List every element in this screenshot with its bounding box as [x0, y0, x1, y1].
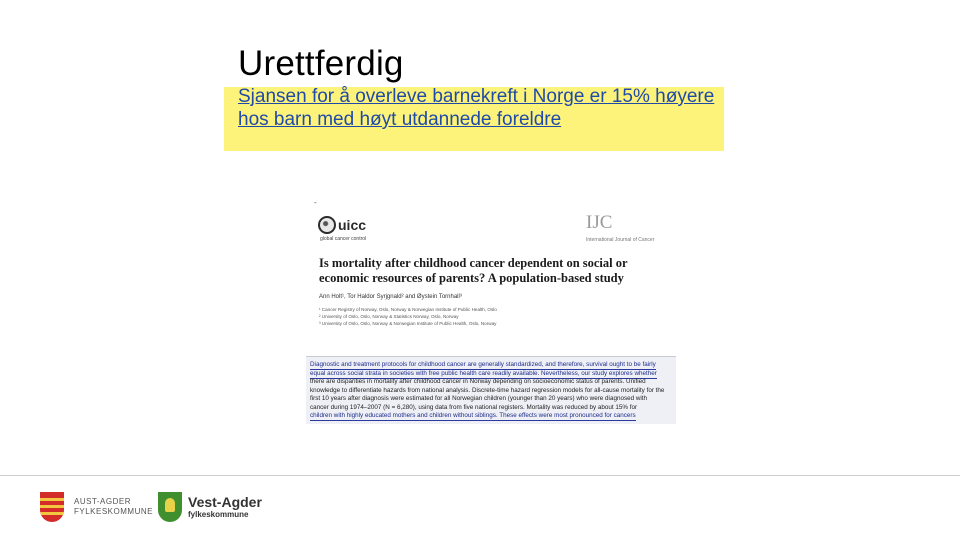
globe-icon [318, 216, 336, 234]
slide-subtitle: Sjansen for å overleve barnekreft i Norge er 15% høyere hos barn med høyt utdannede foreldre [238, 86, 715, 130]
uicc-tagline: global cancer control [320, 236, 367, 242]
abstract-line: knowledge to differentiate hazards from national analysis. Discrete-time hazard regression models for all-cause mortality for the [310, 386, 665, 394]
slide-title: Urettferdig [238, 44, 404, 83]
abstract-line: Diagnostic and treatment protocols for childhood cancer are generally standardized, and therefore, survival ought to be fairly [310, 361, 656, 368]
abstract-line: children with highly educated mothers and children without siblings. These effects were most pronounced for cancers [310, 412, 636, 419]
aust-agder-logo [40, 492, 153, 522]
article-dash: - [314, 198, 317, 207]
affiliation-3: ³ University of Oslo, Oslo, Norway & Norwegian Institute of Public Health, Oslo, Norway [319, 321, 497, 326]
uicc-logo-text: uicc [338, 217, 367, 233]
abstract-box [306, 356, 676, 424]
abstract-line: first 10 years after diagnosis were estimated for all Norwegian children (younger than 20 years) who were diagnosed with [310, 395, 648, 402]
aust-agder-name: AUST-AGDER [74, 497, 132, 506]
abstract-line: equal across social strata in societies with free public health care readily available. Nevertheless, our study explores whether [310, 369, 657, 377]
abstract-line: cancer during 1974–2007 (N = 6,280), using data from five national registers. Mortality was reduced by about 15% for [310, 403, 638, 411]
affiliation-2: ² University of Oslo, Oslo, Norway & Statistics Norway, Oslo, Norway [319, 314, 459, 319]
vest-agder-name: Vest-Agder [188, 494, 262, 510]
paper-authors: Ann Holt¹, Tor Haldor Syrjgnald² and Øystein Tornhall³ [319, 294, 462, 300]
journal-name: International Journal of Cancer [586, 237, 655, 243]
journal-logo: IJC [586, 212, 613, 233]
aust-agder-sub: FYLKESKOMMUNE [74, 507, 153, 516]
vest-agder-shield-icon [158, 492, 182, 522]
affiliation-1: ¹ Cancer Registry of Norway, Oslo, Norway & Norwegian Institute of Public Health, Oslo [319, 307, 497, 312]
footer-divider [0, 475, 960, 476]
paper-title: Is mortality after childhood cancer dependent on social or economic resources of parents? A population-based study [319, 256, 628, 285]
aust-agder-shield-icon [40, 492, 64, 522]
vest-agder-logo [158, 492, 262, 522]
abstract-line: there are disparities in mortality after childhood cancer in Norway depending on socioeconomic status of parents. Unified [310, 378, 646, 385]
vest-agder-sub: fylkeskommune [188, 510, 249, 519]
uicc-logo [318, 216, 366, 234]
